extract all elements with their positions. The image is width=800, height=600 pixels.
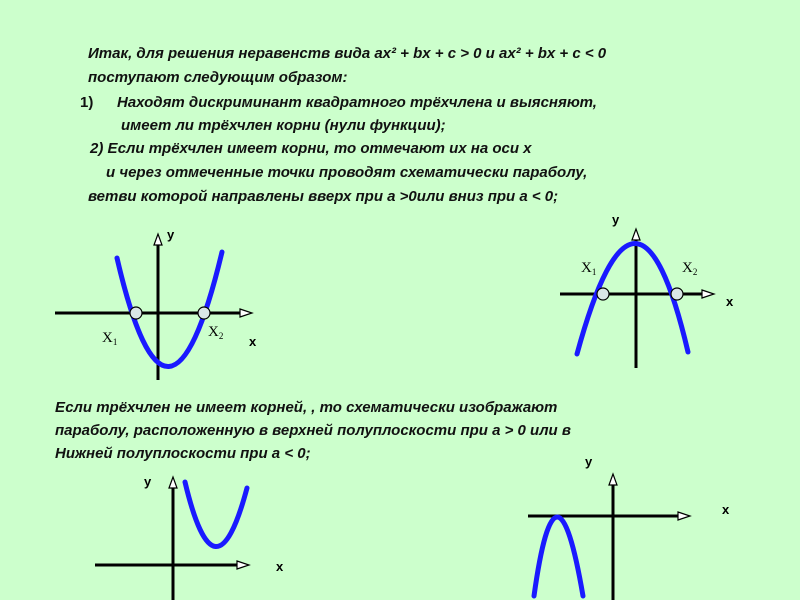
root-label-2 bbox=[208, 324, 223, 341]
root-point-2 bbox=[198, 307, 210, 319]
graph-downward-two-roots bbox=[560, 212, 734, 368]
x-axis-arrow-icon bbox=[237, 561, 249, 569]
step-2-line-1: 2) Если трёхчлен имеет корни, то отмечают их на оси х bbox=[90, 140, 532, 157]
graph-upward-no-roots bbox=[95, 474, 284, 600]
x-axis-arrow-icon bbox=[678, 512, 690, 520]
y-axis-arrow-icon bbox=[609, 474, 617, 485]
graph-downward-no-roots bbox=[528, 454, 730, 600]
y-axis-arrow-icon bbox=[169, 477, 177, 488]
y-axis-label: у bbox=[585, 454, 593, 469]
x-axis-label: х bbox=[726, 294, 734, 309]
y-axis-label: у bbox=[144, 474, 152, 489]
parabola-downward bbox=[577, 243, 688, 354]
root-letter: X bbox=[581, 260, 592, 276]
root-point-2 bbox=[671, 288, 683, 300]
x-axis-arrow-icon bbox=[240, 309, 252, 317]
y-axis-arrow-icon bbox=[154, 234, 162, 245]
root-label-1 bbox=[102, 330, 117, 347]
root-index: 2 bbox=[692, 267, 698, 277]
root-letter: X bbox=[102, 330, 113, 346]
x-axis-label: х bbox=[722, 502, 730, 517]
y-axis-label: у bbox=[612, 212, 620, 227]
graph-upward-two-roots bbox=[55, 227, 257, 380]
root-index: 1 bbox=[591, 267, 597, 277]
step-1-line-2: имеет ли трёхчлен корни (нули функции); bbox=[121, 117, 446, 134]
parabola-upward bbox=[185, 482, 247, 547]
root-point-1 bbox=[130, 307, 142, 319]
no-roots-line-1: Если трёхчлен не имеет корней, , то схематически изображают bbox=[55, 399, 558, 416]
x-axis-label: х bbox=[276, 559, 284, 574]
root-label-2 bbox=[682, 260, 697, 277]
y-axis-arrow-icon bbox=[632, 229, 640, 240]
x-axis-arrow-icon bbox=[702, 290, 714, 298]
root-letter: X bbox=[208, 324, 219, 340]
intro-line-2: поступают следующим образом: bbox=[88, 69, 348, 86]
root-letter: X bbox=[682, 260, 693, 276]
intro-line-1: Итак, для решения неравенств вида ах² + bх + с > 0 и ах² + bх + с < 0 bbox=[88, 45, 607, 62]
step-2-line-2: и через отмеченные точки проводят схематически параболу, bbox=[106, 164, 588, 181]
root-point-1 bbox=[597, 288, 609, 300]
step-1-number: 1) bbox=[80, 94, 94, 111]
parabola-downward bbox=[534, 517, 583, 596]
root-index: 1 bbox=[112, 337, 118, 347]
step-2-line-3: ветви которой направлены вверх при а >0или вниз при а < 0; bbox=[88, 188, 559, 205]
root-label-1 bbox=[581, 260, 596, 277]
y-axis-label: у bbox=[167, 227, 175, 242]
root-index: 2 bbox=[218, 331, 224, 341]
x-axis-label: х bbox=[249, 334, 257, 349]
no-roots-line-3: Нижней полуплоскости при а < 0; bbox=[55, 445, 311, 462]
no-roots-line-2: параболу, расположенную в верхней полуплоскости при а > 0 или в bbox=[55, 422, 571, 439]
step-1-line-1: Находят дискриминант квадратного трёхчлена и выясняют, bbox=[117, 94, 597, 111]
